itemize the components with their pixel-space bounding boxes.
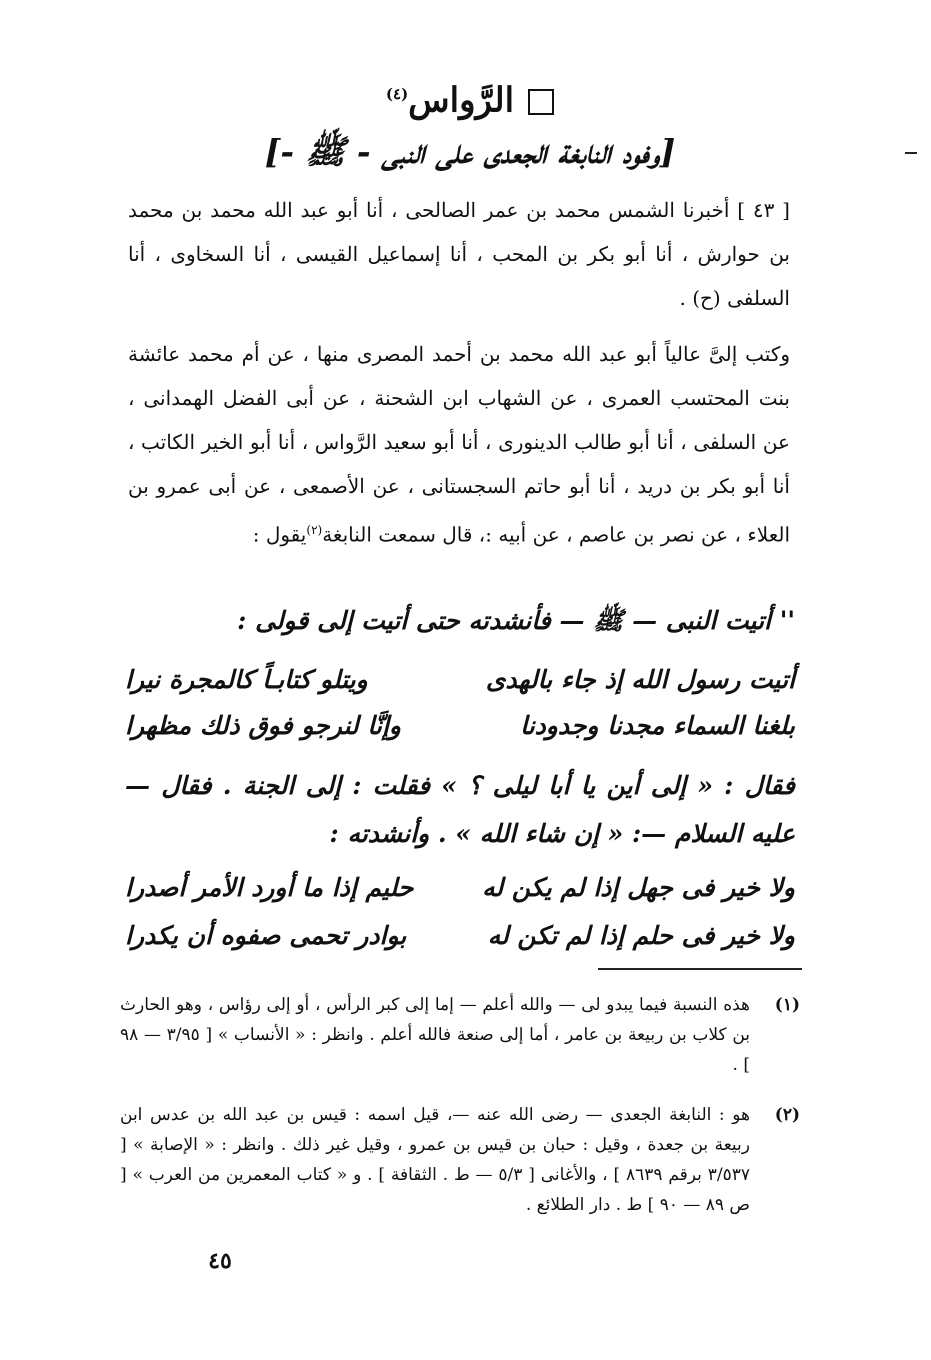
verse-line — [125, 912, 795, 960]
verse-hemistich-second: وإنَّا لنرجو فوق ذلك مظهرا — [125, 711, 401, 740]
footnote-number: (٢) — [774, 1105, 800, 1125]
paragraph2-tail: يقول : — [252, 522, 307, 547]
page-number: ٤٥ — [208, 1248, 232, 1274]
footnote — [120, 1100, 800, 1220]
heading-note-marker: (٤) — [385, 85, 409, 103]
isnad-paragraph-1: [ ٤٣ ] أخبرنا الشمس محمد بن عمر الصالحى ، أنا أبو عبد الله محمد بن محمد بن حوارش ، أنا أبو بكر بن المحب ، أنا إسماعيل القيسى ، أنا السخاوى ، أنا السلفى (ح) . — [128, 198, 790, 310]
quote-intro: '' أتيت النبى — ﷺ — فأنشدته حتى أتيت إلى قولى : — [237, 606, 795, 635]
margin-mark — [905, 152, 917, 154]
verse-line — [125, 656, 795, 704]
square-bullet-icon — [528, 89, 554, 115]
verse-hemistich-first: بلغنا السماء مجدنا وجدودنا — [520, 711, 795, 740]
footnote-divider — [598, 968, 802, 970]
verse-line — [125, 864, 795, 912]
heading-title: الرَّواس — [408, 80, 515, 121]
narrative-paragraph: فقال : « إلى أين يا أبا ليلى ؟ » فقلت : إلى الجنة . فقال — عليه السلام —: « إن شاء الله » . وأنشدته : — [125, 771, 795, 848]
verse-hemistich-first: ولا خير فى جهل إذا لم يكن له — [482, 873, 795, 902]
section-subheading: [وفود النابغة الجعدى على النبى - ﷺ -] — [264, 132, 676, 171]
paragraph2-text: وكتب إلىَّ عالياً أبو عبد الله محمد بن أحمد المصرى منها ، عن أم محمد عائشة بنت المحتسب العمرى ، عن الشهاب ابن الشحنة ، عن أبى الفضل الهمدانى ، عن السلفى ، أنا أبو طالب الدينورى ، أنا أبو سعيد الرَّواس ، أنا أبو الخير الكاتب ، أنا أبو بكر بن دريد ، أنا أبو حاتم السجستانى ، عن الأصمعى ، عن أبى عمرو بن العلاء ، عن نصر بن عاصم ، عن أبيه :، قال سمعت النابغة — [128, 342, 790, 547]
verse-hemistich-second: ويتلو كتابـاً كالمجرة نيرا — [125, 665, 368, 694]
verse-line — [125, 702, 795, 750]
verse-hemistich-first: ولا خير فى حلم إذا لم تكن له — [487, 921, 795, 950]
footnote-number: (١) — [774, 995, 800, 1015]
footnote-text: هو : النابغة الجعدى — رضى الله عنه —، قيل اسمه : قيس بن عبد الله بن عدس ابن ربيعة بن جعدة ، وقيل : حبان بن قيس بن عمرو ، وقيل غير ذلك . وانظر : « الإصابة » [ ٣/٥٣٧ برقم ٨٦٣٩ ] ، والأغانى [ ٥/٣ — ط . الثقافة ] . و « كتاب المعمرين من العرب » [ ص ٨٩ — ٩٠ ] ط . دار الطلائع . — [120, 1105, 751, 1215]
footnote-ref-2: (٢) — [306, 523, 323, 537]
verse-hemistich-second: حليم إذا ما أورد الأمر أصدرا — [125, 873, 414, 902]
footnote — [120, 990, 800, 1080]
footnote-text: هذه النسبة فيما يبدو لى — والله أعلم — إما إلى كبر الرأس ، أو إلى رؤاس ، وهو الحارث بن كلاب بن ربيعة بن عامر ، أما إلى صنعة فالله أعلم . وانظر : « الأنساب » [ ٣/٩٥ — ٩٨ ] . — [120, 995, 751, 1075]
verse-hemistich-second: بوادر تحمى صفوه أن يكدرا — [125, 921, 407, 950]
section-heading — [120, 66, 820, 128]
verse-hemistich-first: أتيت رسول الله إذ جاء بالهدى — [485, 665, 795, 694]
isnad-paragraph-2 — [128, 332, 790, 557]
